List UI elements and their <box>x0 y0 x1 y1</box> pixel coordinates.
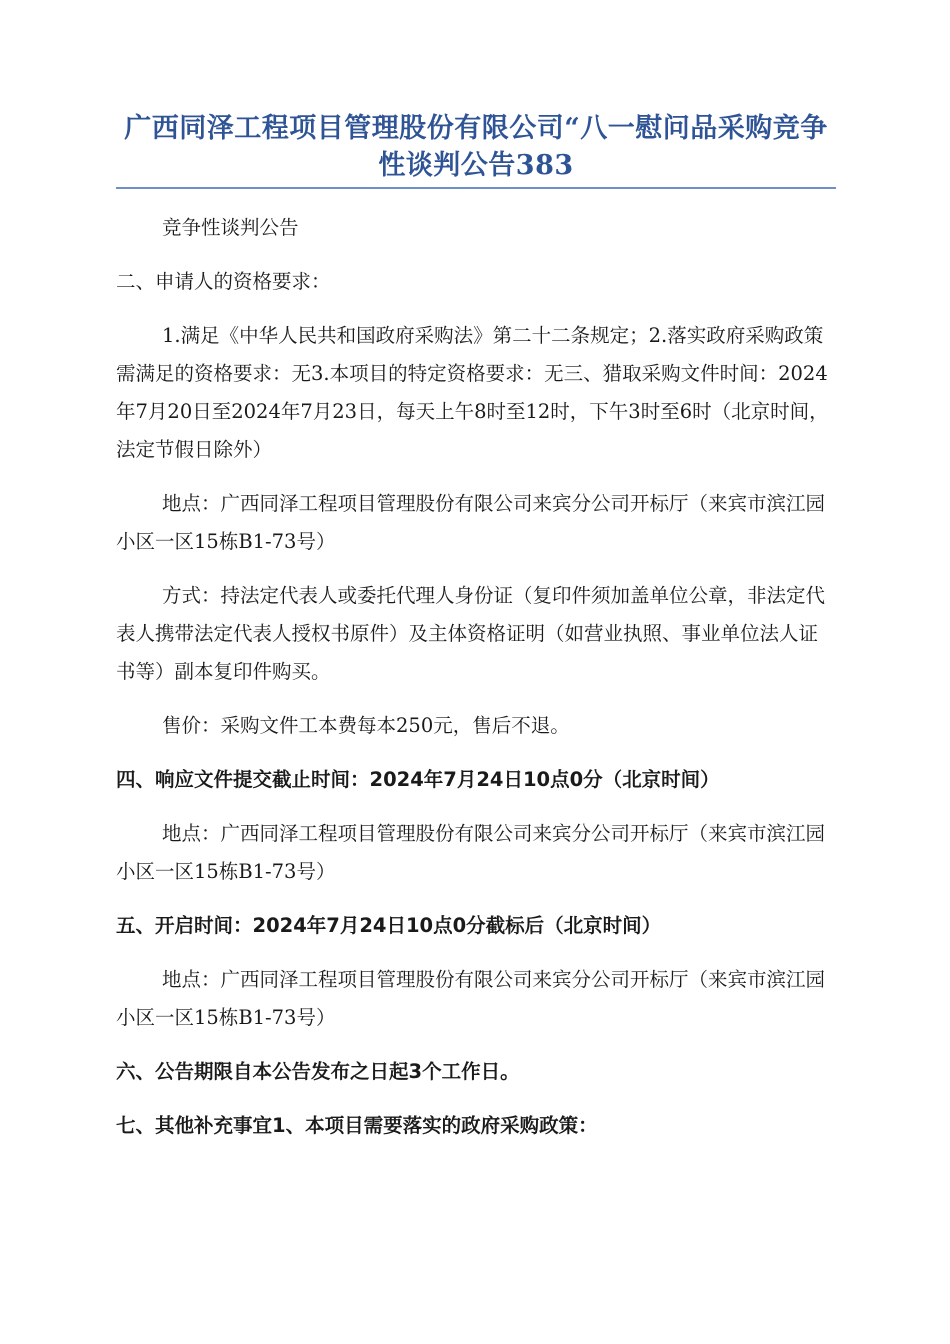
deadline-location-paragraph: 地点：广西同泽工程项目管理股份有限公司来宾分公司开标厅（来宾市滨江园小区一区15栋B1-73号） <box>116 822 826 883</box>
opening-location-paragraph: 地点：广西同泽工程项目管理股份有限公司来宾分公司开标厅（来宾市滨江园小区一区15栋B1-73号） <box>116 968 826 1029</box>
document-page <box>116 110 836 1145</box>
intro-paragraph: 竞争性谈判公告 <box>162 216 299 239</box>
document-title: 广西同泽工程项目管理股份有限公司“八一慰问品采购竞争性谈判公告383 <box>116 110 836 189</box>
location-paragraph: 地点：广西同泽工程项目管理股份有限公司来宾分公司开标厅（来宾市滨江园小区一区15栋B1-73号） <box>116 492 826 553</box>
section-heading-opening: 五、开启时间：2024年7月24日10点0分截标后（北京时间） <box>116 914 662 937</box>
section-heading-qualifications: 二、申请人的资格要求： <box>116 270 331 293</box>
qualifications-paragraph: 1.满足《中华人民共和国政府采购法》第二十二条规定；2.落实政府采购政策需满足的资格要求：无3.本项目的特定资格要求：无三、猎取采购文件时间：2024年7月20日至2024年7月23日，每天上午8时至12时，下午3时至6时（北京时间，法定节假日除外） <box>116 324 829 461</box>
section-heading-other: 七、其他补充事宜1、本项目需要落实的政府采购政策： <box>116 1114 598 1137</box>
section-heading-period: 六、公告期限自本公告发布之日起3个工作日。 <box>116 1060 520 1083</box>
method-paragraph: 方式：持法定代表人或委托代理人身份证（复印件须加盖单位公章，非法定代表人携带法定代表人授权书原件）及主体资格证明（如营业执照、事业单位法人证书等）副本复印件购买。 <box>116 584 826 683</box>
section-heading-deadline: 四、响应文件提交截止时间：2024年7月24日10点0分（北京时间） <box>116 768 720 791</box>
price-paragraph: 售价：采购文件工本费每本250元，售后不退。 <box>162 714 570 737</box>
